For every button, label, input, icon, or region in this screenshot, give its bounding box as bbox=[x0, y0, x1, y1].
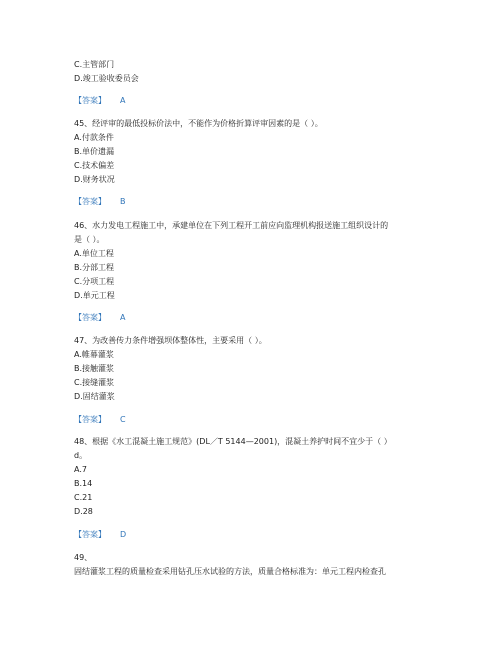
option-b: B.单价遗漏 bbox=[74, 147, 115, 156]
option-a: A.付款条件 bbox=[74, 133, 114, 142]
option-d: D.财务状况 bbox=[74, 175, 115, 184]
option-d: D.单元工程 bbox=[74, 291, 115, 300]
option-a: A.单位工程 bbox=[74, 249, 114, 258]
question-48-line1: 48、根据《水工混凝土施工规范》(DL／T 5144—2001)，混凝土养护时间不宜少于（ ） bbox=[74, 437, 392, 446]
question-46-line1: 46、水力发电工程施工中，承建单位在下列工程开工前应向监理机构报送施工组织设计的 bbox=[74, 221, 389, 230]
option-a: A.7 bbox=[74, 465, 87, 474]
question-49-line1: 固结灌浆工程的质量检查采用钻孔压水试验的方法，质量合格标准为：单元工程内检查孔 bbox=[74, 567, 386, 576]
option-b: B.接触灌浆 bbox=[74, 364, 115, 373]
option-d: D.28 bbox=[74, 507, 93, 516]
option-c: C.接缝灌浆 bbox=[74, 378, 115, 387]
option-c: C.21 bbox=[74, 493, 93, 502]
option-c: C.技术偏差 bbox=[74, 161, 115, 170]
answer-line bbox=[74, 95, 125, 106]
option-d: D.竣工验收委员会 bbox=[74, 74, 139, 83]
question-48-line2: d。 bbox=[74, 451, 88, 460]
answer-line bbox=[74, 312, 125, 323]
question-49-number: 49、 bbox=[74, 553, 93, 562]
answer-label: 【答案】 bbox=[74, 415, 106, 424]
option-c: C.主管部门 bbox=[74, 60, 115, 69]
answer-line bbox=[74, 196, 126, 207]
answer-value: C bbox=[120, 415, 126, 424]
answer-label: 【答案】 bbox=[74, 313, 106, 322]
answer-value: B bbox=[120, 197, 126, 206]
answer-label: 【答案】 bbox=[74, 96, 106, 105]
answer-value: D bbox=[120, 530, 127, 539]
question-47: 47、为改善传力条件增强坝体整体性，主要采用（ ）。 bbox=[74, 336, 267, 345]
option-a: A.帷幕灌浆 bbox=[74, 350, 114, 359]
option-b: B.14 bbox=[74, 479, 93, 488]
option-b: B.分部工程 bbox=[74, 263, 115, 272]
answer-line bbox=[74, 529, 126, 540]
question-45: 45、经评审的最低投标价法中，不能作为价格折算评审因素的是（ ）。 bbox=[74, 119, 323, 128]
answer-label: 【答案】 bbox=[74, 197, 106, 206]
option-d: D.固结灌浆 bbox=[74, 392, 115, 401]
question-46-line2: 是（ ）。 bbox=[74, 235, 105, 244]
answer-label: 【答案】 bbox=[74, 530, 106, 539]
answer-line bbox=[74, 414, 126, 425]
answer-value: A bbox=[120, 313, 126, 322]
option-c: C.分项工程 bbox=[74, 277, 115, 286]
answer-value: A bbox=[120, 96, 126, 105]
